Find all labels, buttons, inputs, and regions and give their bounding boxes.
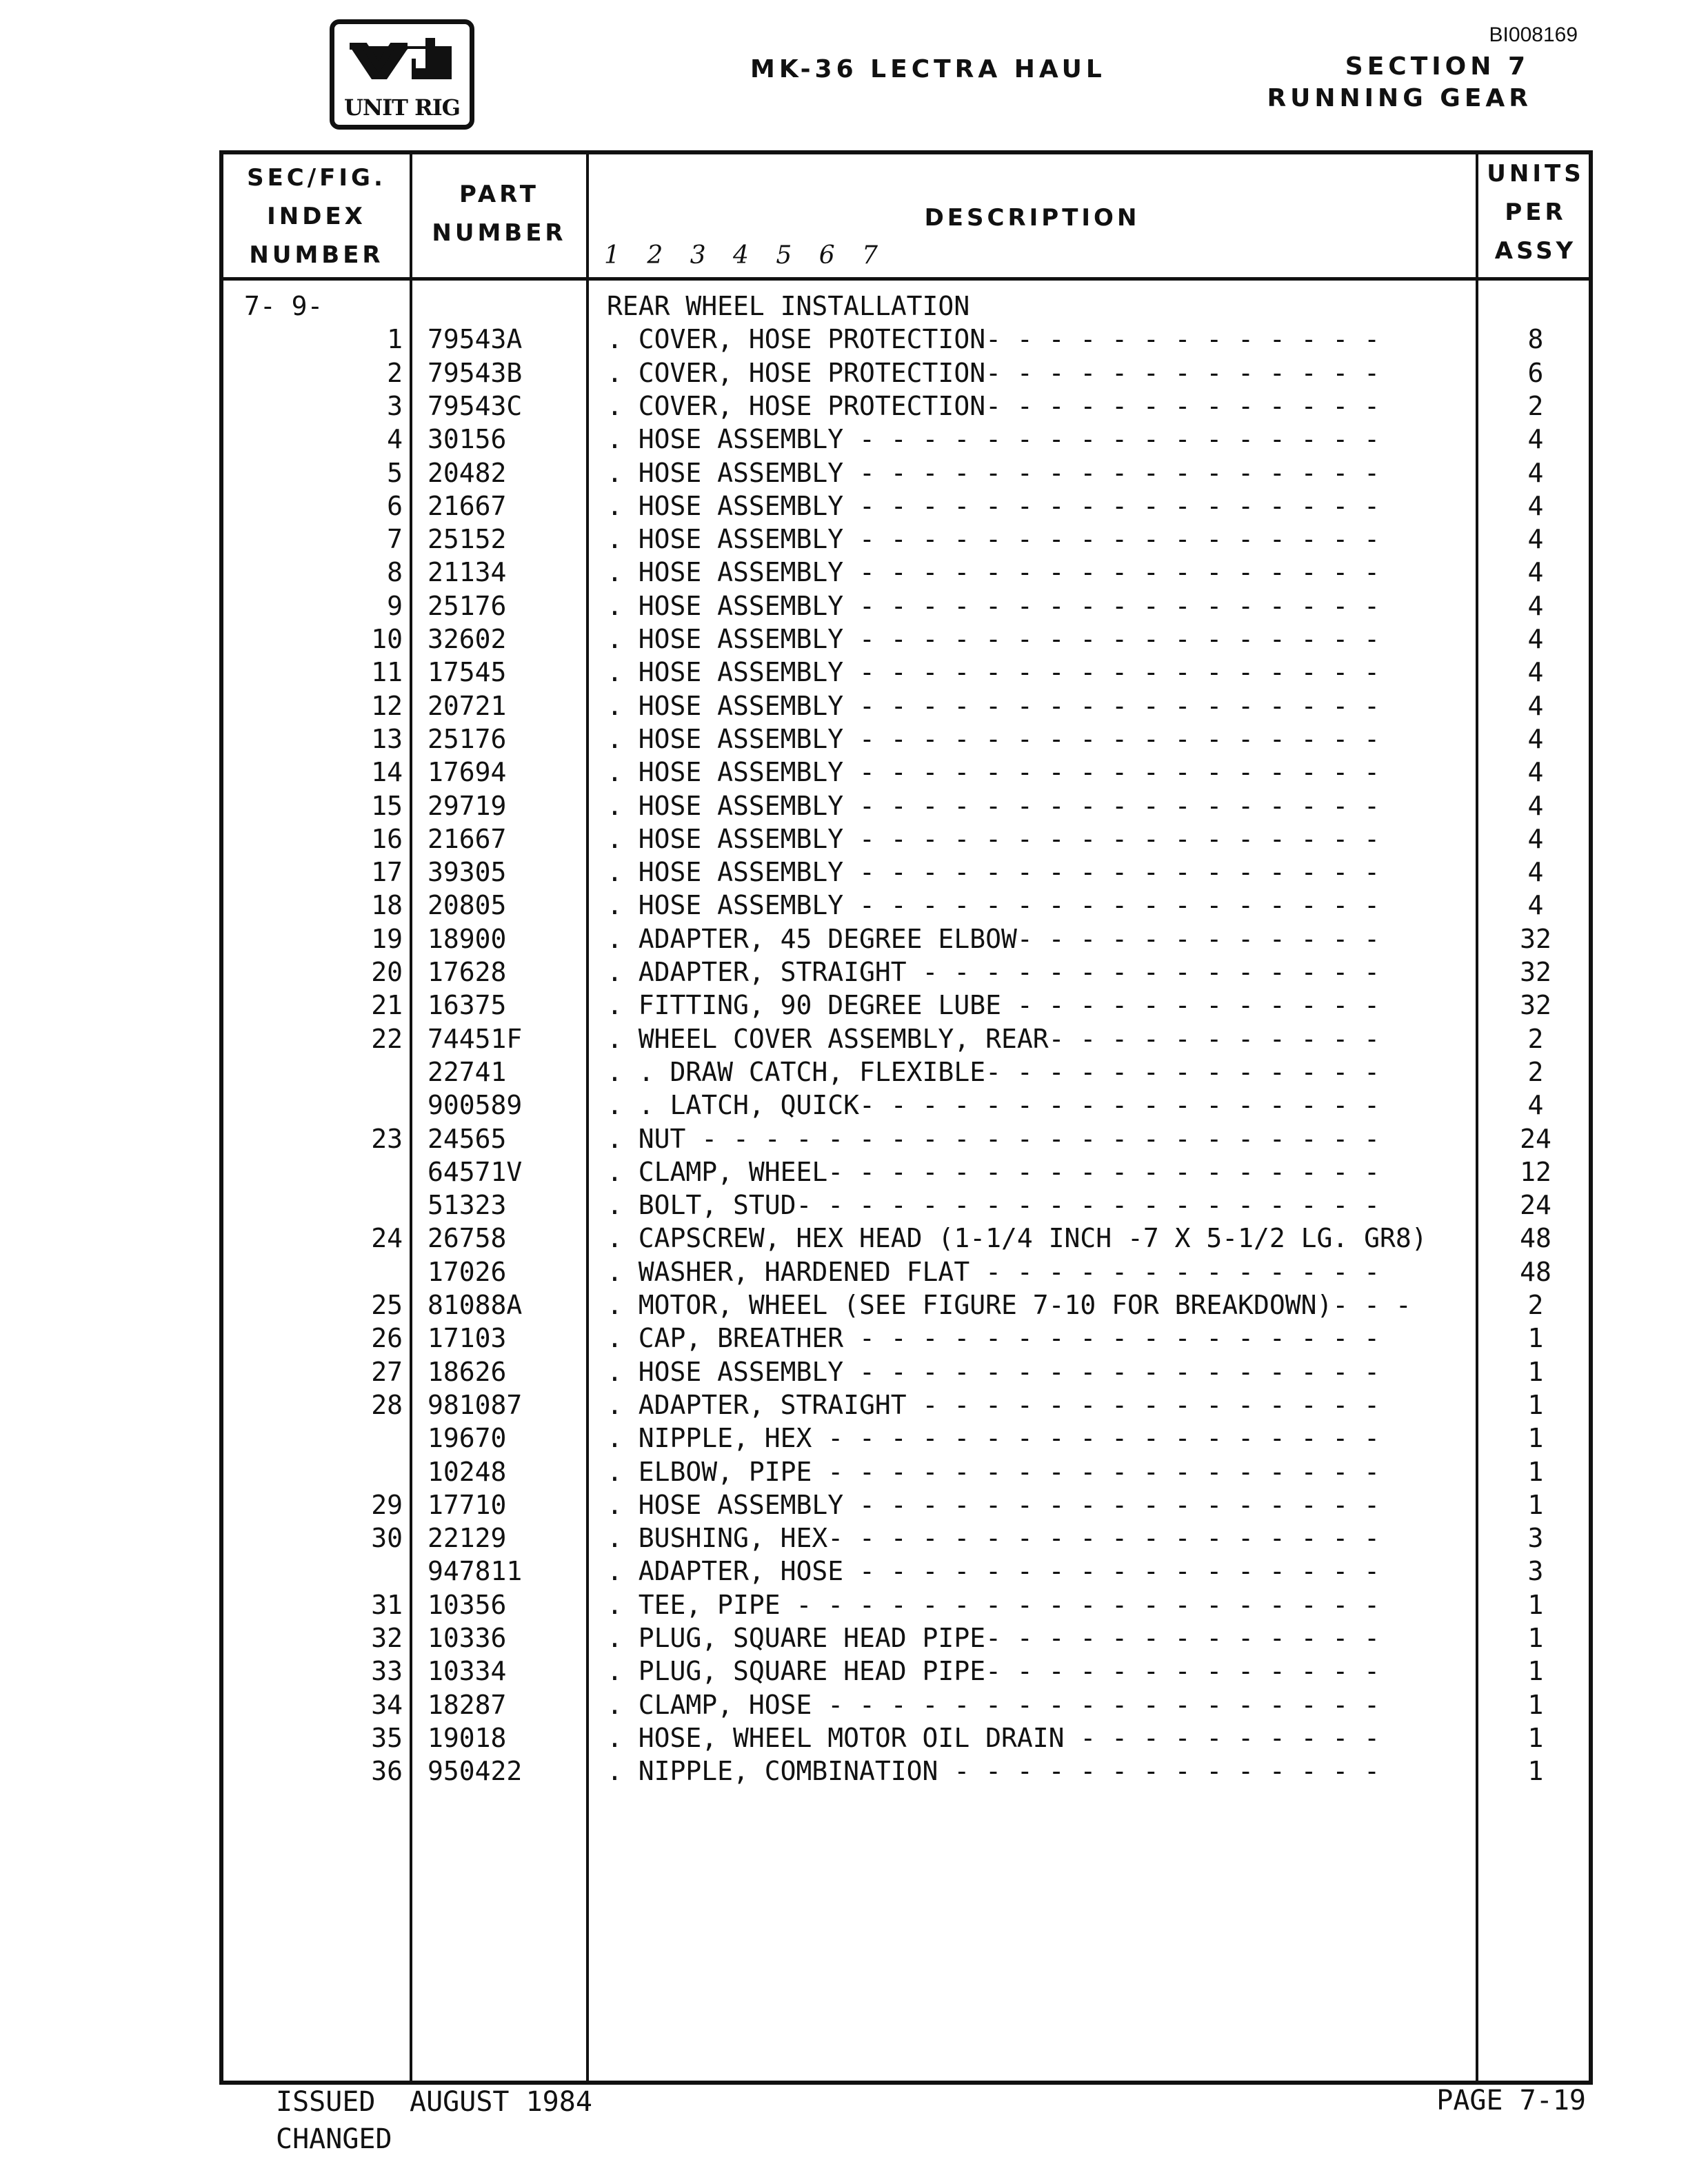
table-row: [223, 889, 1589, 922]
units-per-assy: 32: [1520, 957, 1551, 987]
units-per-assy: 2: [1527, 1290, 1544, 1320]
logo-emblem-icon: [344, 31, 461, 93]
part-description: . TEE, PIPE - - - - - - - - - - - - - - - - - - -: [607, 1589, 1380, 1620]
column-header-description: DESCRIPTION: [924, 204, 1141, 232]
units-per-assy: 4: [1527, 557, 1544, 588]
units-header-line-3: ASSY: [1494, 237, 1577, 265]
part-description: . CLAMP, HOSE - - - - - - - - - - - - - - - - - -: [607, 1689, 1380, 1720]
part-description: . HOSE ASSEMBLY - - - - - - - - - - - - - - - - -: [607, 524, 1380, 555]
part-number: 51323: [428, 1190, 507, 1221]
part-number: 20721: [428, 690, 507, 721]
changed-label: CHANGED: [276, 2123, 392, 2155]
index-number: 15: [371, 790, 403, 821]
table-row: [223, 1322, 1589, 1355]
units-per-assy: 1: [1527, 1423, 1544, 1454]
units-per-assy: 1: [1527, 1323, 1544, 1354]
part-description: . HOSE ASSEMBLY - - - - - - - - - - - - - - - - -: [607, 1356, 1380, 1387]
table-row: [223, 1355, 1589, 1388]
units-header-line-1: UNITS: [1487, 160, 1585, 188]
index-header-line-2: INDEX: [267, 203, 366, 230]
index-number: 26: [371, 1323, 403, 1354]
index-number: 30: [371, 1523, 403, 1554]
table-row: [223, 1222, 1589, 1255]
part-description: . MOTOR, WHEEL (SEE FIGURE 7-10 FOR BREAKDOWN)- - -: [607, 1290, 1411, 1320]
table-row: [223, 956, 1589, 989]
part-number: 30156: [428, 424, 507, 455]
part-description: . CAP, BREATHER - - - - - - - - - - - - - - - - -: [607, 1323, 1380, 1354]
part-number: 24565: [428, 1123, 507, 1154]
part-header-line-2: NUMBER: [432, 219, 567, 247]
units-per-assy: 4: [1527, 1090, 1544, 1121]
part-description: . PLUG, SQUARE HEAD PIPE- - - - - - - - - - - - -: [607, 1656, 1380, 1687]
units-per-assy: 4: [1527, 590, 1544, 621]
index-number: 17: [371, 857, 403, 888]
units-per-assy: 4: [1527, 657, 1544, 688]
part-number: 26758: [428, 1223, 507, 1254]
units-per-assy: 3: [1527, 1523, 1544, 1554]
index-number: 28: [371, 1389, 403, 1420]
part-number: 21134: [428, 557, 507, 588]
part-description: . HOSE ASSEMBLY - - - - - - - - - - - - - - - - -: [607, 790, 1380, 821]
part-number: 10248: [428, 1456, 507, 1487]
part-description: . ADAPTER, STRAIGHT - - - - - - - - - - - - - - -: [607, 1389, 1380, 1420]
units-per-assy: 12: [1520, 1156, 1551, 1187]
part-number: 79543C: [428, 390, 523, 421]
document-title: MK-36 LECTRA HAUL: [750, 55, 1106, 83]
index-number: 23: [371, 1123, 403, 1154]
parts-table: [219, 150, 1593, 2085]
units-per-assy: 4: [1527, 624, 1544, 654]
part-description: . FITTING, 90 DEGREE LUBE - - - - - - - - - - - -: [607, 990, 1380, 1021]
part-number: 17694: [428, 757, 507, 788]
table-row: [223, 656, 1589, 689]
table-row: [223, 489, 1589, 523]
table-row: [223, 589, 1589, 623]
part-description: . HOSE ASSEMBLY - - - - - - - - - - - - - - - - -: [607, 857, 1380, 888]
units-per-assy: 48: [1520, 1223, 1551, 1254]
units-per-assy: 4: [1527, 524, 1544, 555]
indent-level-digits: 1 2 3 4 5 6 7: [604, 241, 887, 270]
part-description: . . LATCH, QUICK- - - - - - - - - - - - - - - - -: [607, 1090, 1380, 1121]
table-row: [223, 1688, 1589, 1721]
units-per-assy: 1: [1527, 1389, 1544, 1420]
part-number: 81088A: [428, 1290, 523, 1320]
table-row: [223, 1055, 1589, 1089]
units-per-assy: 1: [1527, 1456, 1544, 1487]
units-per-assy: 1: [1527, 1689, 1544, 1720]
part-number: 900589: [428, 1090, 523, 1121]
table-row: [223, 1755, 1589, 1788]
units-per-assy: 1: [1527, 1656, 1544, 1687]
table-row: [223, 856, 1589, 889]
issued-label: ISSUED: [276, 2086, 376, 2118]
part-number: 981087: [428, 1389, 523, 1420]
part-number: 25176: [428, 590, 507, 621]
table-row: [223, 1155, 1589, 1189]
units-per-assy: 4: [1527, 723, 1544, 754]
units-per-assy: 32: [1520, 923, 1551, 954]
part-description: . ADAPTER, 45 DEGREE ELBOW- - - - - - - - - - - -: [607, 923, 1380, 954]
index-number: 21: [371, 990, 403, 1021]
index-number: 34: [371, 1689, 403, 1720]
table-row: [223, 1422, 1589, 1455]
column-header-index: [223, 159, 410, 274]
units-per-assy: 4: [1527, 690, 1544, 721]
units-per-assy: 4: [1527, 823, 1544, 854]
part-description: . NIPPLE, HEX - - - - - - - - - - - - - - - - - -: [607, 1423, 1380, 1454]
part-description: . HOSE ASSEMBLY - - - - - - - - - - - - - - - - -: [607, 624, 1380, 654]
part-number: 18287: [428, 1689, 507, 1720]
index-number: 10: [371, 624, 403, 654]
part-number: 79543A: [428, 324, 523, 355]
part-description: . COVER, HOSE PROTECTION- - - - - - - - - - - - -: [607, 357, 1380, 388]
index-number: 2: [387, 357, 403, 388]
table-row: [223, 290, 1589, 323]
table-row: [223, 1122, 1589, 1155]
part-number: 64571V: [428, 1156, 523, 1187]
part-description: REAR WHEEL INSTALLATION: [607, 291, 970, 321]
units-per-assy: 4: [1527, 890, 1544, 921]
part-number: 18900: [428, 923, 507, 954]
table-row: [223, 756, 1589, 789]
part-number: 21667: [428, 490, 507, 521]
part-number: 16375: [428, 990, 507, 1021]
table-row: [223, 1455, 1589, 1488]
table-row: [223, 989, 1589, 1022]
part-description: . HOSE ASSEMBLY - - - - - - - - - - - - - - - - -: [607, 823, 1380, 854]
part-description: . HOSE ASSEMBLY - - - - - - - - - - - - - - - - -: [607, 1489, 1380, 1520]
units-per-assy: 2: [1527, 1023, 1544, 1054]
part-description: . ADAPTER, HOSE - - - - - - - - - - - - - - - - -: [607, 1556, 1380, 1587]
units-per-assy: 4: [1527, 790, 1544, 821]
header-divider: [223, 277, 1589, 281]
part-description: . ELBOW, PIPE - - - - - - - - - - - - - - - - - -: [607, 1456, 1380, 1487]
table-row: [223, 722, 1589, 756]
table-row: [223, 390, 1589, 423]
units-per-assy: 4: [1527, 857, 1544, 888]
part-number: 10356: [428, 1589, 507, 1620]
column-header-units: [1478, 154, 1593, 270]
part-description: . HOSE, WHEEL MOTOR OIL DRAIN - - - - - - - - - -: [607, 1722, 1380, 1753]
units-per-assy: 4: [1527, 424, 1544, 455]
table-row: [223, 323, 1589, 356]
index-number: 20: [371, 957, 403, 987]
part-number: 19670: [428, 1423, 507, 1454]
units-per-assy: 24: [1520, 1123, 1551, 1154]
index-number: 3: [387, 390, 403, 421]
part-description: . HOSE ASSEMBLY - - - - - - - - - - - - - - - - -: [607, 457, 1380, 488]
index-number: 29: [371, 1489, 403, 1520]
part-number: 25176: [428, 723, 507, 754]
part-description: . COVER, HOSE PROTECTION- - - - - - - - - - - - -: [607, 390, 1380, 421]
part-description: . CAPSCREW, HEX HEAD (1-1/4 INCH -7 X 5-1/2 LG. GR8): [607, 1223, 1427, 1254]
index-number: 11: [371, 657, 403, 688]
part-description: . CLAMP, WHEEL- - - - - - - - - - - - - - - - - -: [607, 1156, 1380, 1187]
index-number: 9: [387, 590, 403, 621]
units-per-assy: 8: [1527, 324, 1544, 355]
units-per-assy: 24: [1520, 1190, 1551, 1221]
index-number: 7- 9-: [244, 291, 323, 321]
part-number: 17545: [428, 657, 507, 688]
part-number: 18626: [428, 1356, 507, 1387]
table-row: [223, 1655, 1589, 1688]
units-per-assy: 1: [1527, 1756, 1544, 1787]
table-row: [223, 1288, 1589, 1322]
index-number: 7: [387, 524, 403, 555]
units-per-assy: 3: [1527, 1556, 1544, 1587]
part-description: . COVER, HOSE PROTECTION- - - - - - - - - - - - -: [607, 324, 1380, 355]
issued-date: AUGUST 1984: [410, 2086, 592, 2118]
table-row: [223, 1255, 1589, 1288]
part-description: . BUSHING, HEX- - - - - - - - - - - - - - - - - -: [607, 1523, 1380, 1554]
index-number: 6: [387, 490, 403, 521]
part-description: . WASHER, HARDENED FLAT - - - - - - - - - - - - -: [607, 1256, 1380, 1287]
index-number: 22: [371, 1023, 403, 1054]
table-row: [223, 1588, 1589, 1621]
index-header-line-3: NUMBER: [249, 241, 384, 269]
part-description: . . DRAW CATCH, FLEXIBLE- - - - - - - - - - - - -: [607, 1056, 1380, 1087]
table-row: [223, 1388, 1589, 1422]
index-number: 16: [371, 823, 403, 854]
column-header-part: [412, 175, 586, 252]
part-description: . HOSE ASSEMBLY - - - - - - - - - - - - - - - - -: [607, 723, 1380, 754]
index-number: 33: [371, 1656, 403, 1687]
part-number: 19018: [428, 1722, 507, 1753]
table-row: [223, 356, 1589, 390]
table-row: [223, 922, 1589, 956]
part-description: . HOSE ASSEMBLY - - - - - - - - - - - - - - - - -: [607, 557, 1380, 588]
table-row: [223, 689, 1589, 722]
units-per-assy: 32: [1520, 990, 1551, 1021]
table-row: [223, 1555, 1589, 1588]
index-number: 25: [371, 1290, 403, 1320]
index-number: 32: [371, 1623, 403, 1653]
part-number: 39305: [428, 857, 507, 888]
table-row: [223, 789, 1589, 822]
part-number: 10334: [428, 1656, 507, 1687]
table-row: [223, 1721, 1589, 1755]
part-description: . ADAPTER, STRAIGHT - - - - - - - - - - - - - - -: [607, 957, 1380, 987]
part-description: . HOSE ASSEMBLY - - - - - - - - - - - - - - - - -: [607, 490, 1380, 521]
table-row: [223, 1189, 1589, 1222]
index-number: 27: [371, 1356, 403, 1387]
index-number: 5: [387, 457, 403, 488]
index-number: 8: [387, 557, 403, 588]
part-number: 21667: [428, 823, 507, 854]
part-number: 20482: [428, 457, 507, 488]
units-per-assy: 1: [1527, 1722, 1544, 1753]
part-number: 17628: [428, 957, 507, 987]
part-description: . WHEEL COVER ASSEMBLY, REAR- - - - - - - - - - -: [607, 1023, 1380, 1054]
part-number: 32602: [428, 624, 507, 654]
units-per-assy: 1: [1527, 1623, 1544, 1653]
part-description: . NUT - - - - - - - - - - - - - - - - - - - - - -: [607, 1123, 1380, 1154]
table-row: [223, 556, 1589, 589]
part-number: 22741: [428, 1056, 507, 1087]
part-description: . HOSE ASSEMBLY - - - - - - - - - - - - - - - - -: [607, 657, 1380, 688]
part-description: . HOSE ASSEMBLY - - - - - - - - - - - - - - - - -: [607, 757, 1380, 788]
page-number: PAGE 7-19: [1436, 2085, 1586, 2116]
index-number: 24: [371, 1223, 403, 1254]
section-number: SECTION 7: [1345, 52, 1529, 81]
part-number: 74451F: [428, 1023, 523, 1054]
table-row: [223, 456, 1589, 489]
part-number: 17103: [428, 1323, 507, 1354]
units-per-assy: 4: [1527, 457, 1544, 488]
table-row: [223, 623, 1589, 656]
part-description: . HOSE ASSEMBLY - - - - - - - - - - - - - - - - -: [607, 890, 1380, 921]
part-number: 25152: [428, 524, 507, 555]
table-row: [223, 1022, 1589, 1055]
table-row: [223, 1089, 1589, 1122]
part-number: 17710: [428, 1489, 507, 1520]
unit-rig-logo: [330, 19, 474, 130]
part-number: 950422: [428, 1756, 523, 1787]
units-per-assy: 48: [1520, 1256, 1551, 1287]
units-per-assy: 4: [1527, 757, 1544, 788]
logo-text: UNIT RIG: [344, 94, 460, 121]
units-per-assy: 6: [1527, 357, 1544, 388]
table-row: [223, 822, 1589, 856]
index-number: 36: [371, 1756, 403, 1787]
part-description: . HOSE ASSEMBLY - - - - - - - - - - - - - - - - -: [607, 690, 1380, 721]
index-number: 35: [371, 1722, 403, 1753]
part-number: 10336: [428, 1623, 507, 1653]
units-per-assy: 1: [1527, 1356, 1544, 1387]
index-number: 14: [371, 757, 403, 788]
index-number: 18: [371, 890, 403, 921]
part-number: 17026: [428, 1256, 507, 1287]
part-description: . BOLT, STUD- - - - - - - - - - - - - - - - - - -: [607, 1190, 1380, 1221]
table-row: [223, 523, 1589, 556]
part-description: . NIPPLE, COMBINATION - - - - - - - - - - - - - -: [607, 1756, 1380, 1787]
units-per-assy: 2: [1527, 390, 1544, 421]
part-number: 947811: [428, 1556, 523, 1587]
index-number: 13: [371, 723, 403, 754]
index-number: 31: [371, 1589, 403, 1620]
table-row: [223, 423, 1589, 456]
index-number: 4: [387, 424, 403, 455]
document-id: BI008169: [1489, 23, 1578, 46]
units-per-assy: 2: [1527, 1056, 1544, 1087]
part-description: . PLUG, SQUARE HEAD PIPE- - - - - - - - - - - - -: [607, 1623, 1380, 1653]
table-row: [223, 1488, 1589, 1521]
part-description: . HOSE ASSEMBLY - - - - - - - - - - - - - - - - -: [607, 590, 1380, 621]
table-row: [223, 1621, 1589, 1655]
table-row: [223, 1521, 1589, 1555]
units-per-assy: 1: [1527, 1489, 1544, 1520]
index-header-line-1: SEC/FIG.: [247, 164, 386, 192]
part-header-line-1: PART: [459, 181, 539, 208]
index-number: 12: [371, 690, 403, 721]
part-number: 79543B: [428, 357, 523, 388]
part-description: . HOSE ASSEMBLY - - - - - - - - - - - - - - - - -: [607, 424, 1380, 455]
index-number: 1: [387, 324, 403, 355]
section-name: RUNNING GEAR: [1267, 84, 1532, 112]
units-per-assy: 4: [1527, 490, 1544, 521]
index-number: 19: [371, 923, 403, 954]
units-per-assy: 1: [1527, 1589, 1544, 1620]
part-number: 29719: [428, 790, 507, 821]
part-number: 22129: [428, 1523, 507, 1554]
part-number: 20805: [428, 890, 507, 921]
units-header-line-2: PER: [1505, 199, 1567, 226]
